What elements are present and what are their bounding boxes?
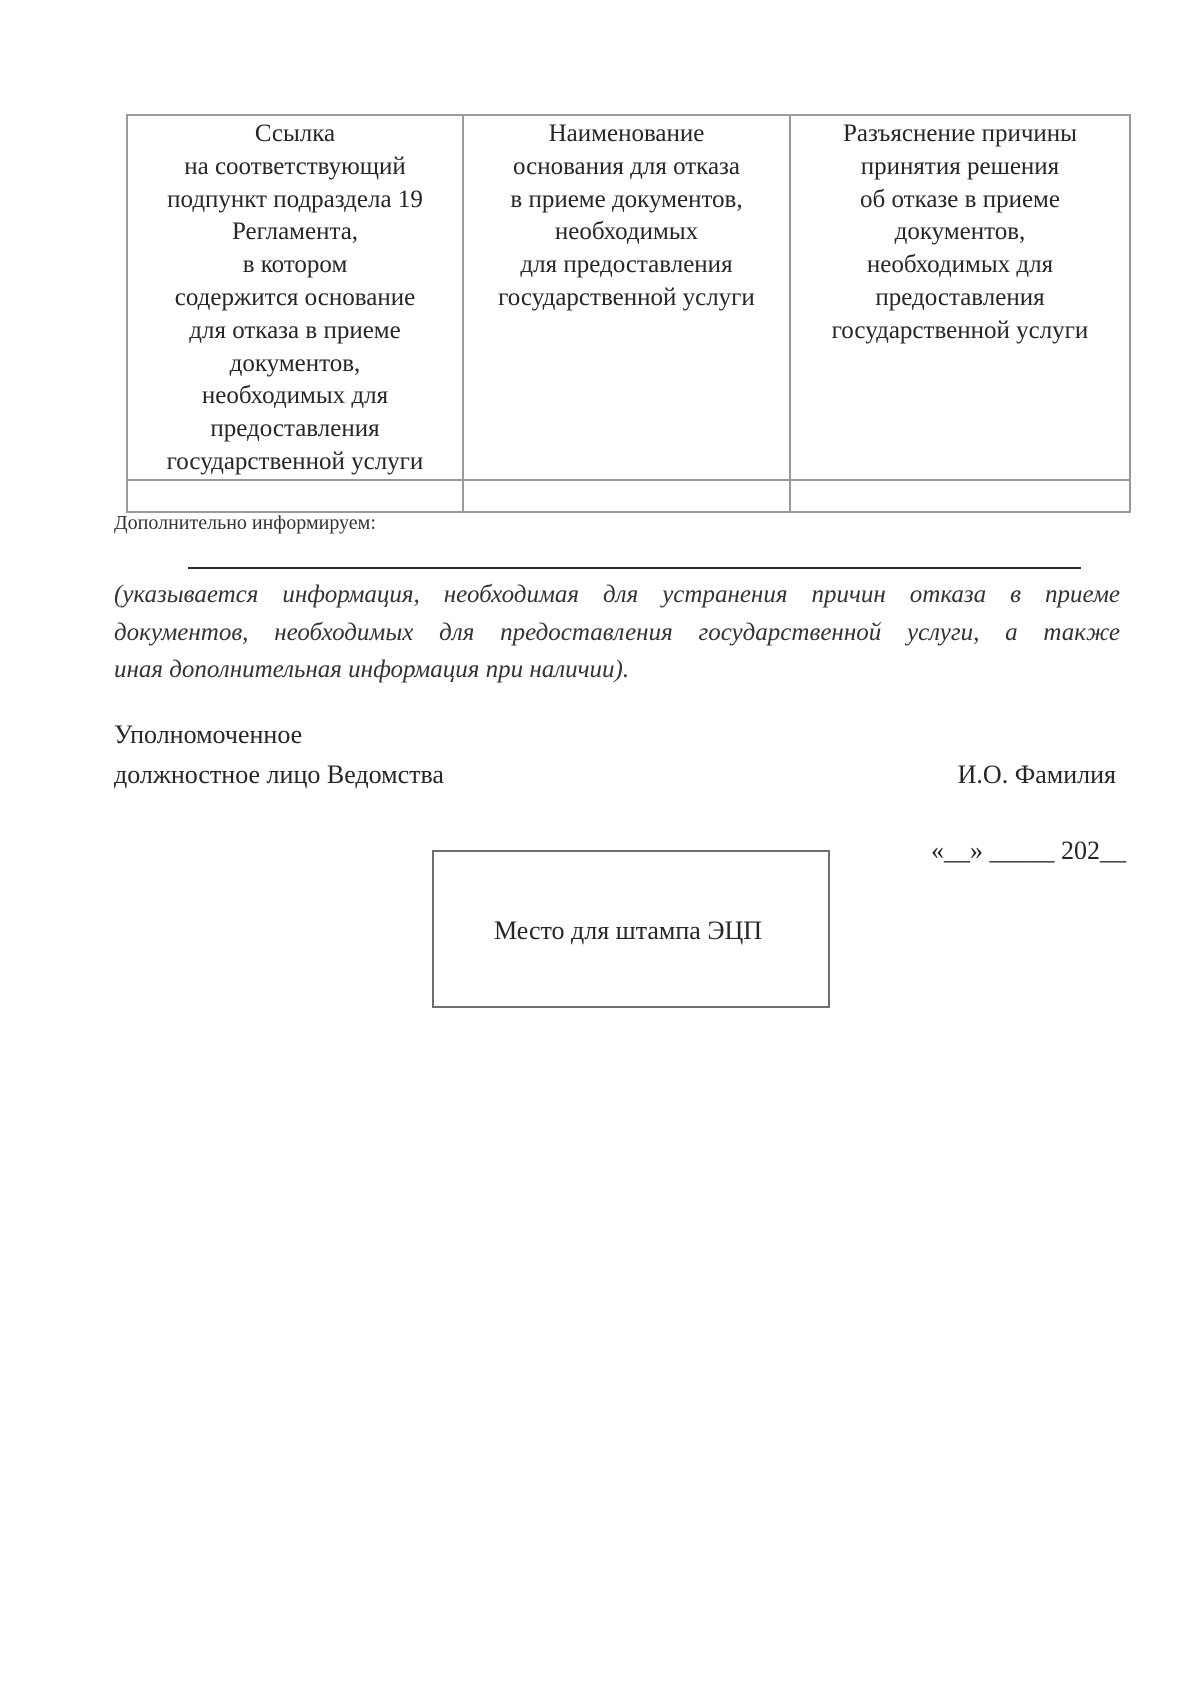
header-line: в котором [242,251,348,279]
header-line: для отказа в приеме [189,316,401,344]
header-line: предоставления [875,283,1045,311]
header-line: государственной услуги [831,316,1089,344]
signer-name: И.О. Фамилия [957,760,1116,789]
table-cell[interactable] [127,480,463,512]
hint-line: иная дополнительная информация при наличии). [114,656,630,683]
header-line: основания для отказа [512,152,741,180]
table-cell[interactable] [790,480,1130,512]
header-line: об отказе в приеме [860,185,1060,213]
header-cell-explanation [790,115,1130,480]
extra-info-fill-line[interactable] [188,567,1081,569]
stamp-label: Место для штампа ЭЦП [494,916,763,945]
header-line: Регламента, [231,218,359,246]
hint-line: документов, необходимых для предоставления государственной услуги, а также [114,618,1120,646]
header-line: необходимых для [866,251,1054,279]
header-line: в приеме документов, [510,185,743,213]
header-line: государственной услуги [498,283,755,311]
refusal-grounds-table [126,114,1131,513]
header-line: Наименование [548,120,705,147]
header-line: подпункт подраздела 19 [167,185,423,213]
header-cell-ground-name [463,115,790,480]
table-header-row [127,115,1130,480]
hint-line: (указывается информация, необходимая для устранения причин отказа в приеме [114,581,1120,608]
header-line: содержится основание [174,283,416,311]
header-line: Ссылка [254,120,336,147]
header-line: предоставления [210,415,380,443]
extra-info-label: Дополнительно информируем: [114,512,376,534]
header-cell-explanation-text [797,118,1123,348]
digital-signature-stamp-box [432,850,830,1008]
header-line: для предоставления [520,251,733,279]
header-line: принятия решения [860,152,1060,180]
header-cell-ground-name-text [470,118,783,315]
header-line: документов, [894,218,1026,246]
header-line: Разъяснение причины [843,120,1077,147]
header-line: на соответствующий [184,152,406,180]
header-line: документов, [229,349,361,377]
extra-info-hint [114,576,1120,689]
official-title-line-1: Уполномоченное [114,720,303,749]
header-cell-reference-text [134,118,456,479]
table-cell[interactable] [463,480,790,512]
header-cell-reference [127,115,463,480]
signature-date: «__» _____ 202__ [931,836,1126,865]
table-empty-row [127,480,1130,512]
header-line: необходимых [554,218,699,246]
header-line: необходимых для [201,382,389,410]
official-title-line-2: должностное лицо Ведомства [114,760,444,789]
header-line: государственной услуги [166,447,424,475]
